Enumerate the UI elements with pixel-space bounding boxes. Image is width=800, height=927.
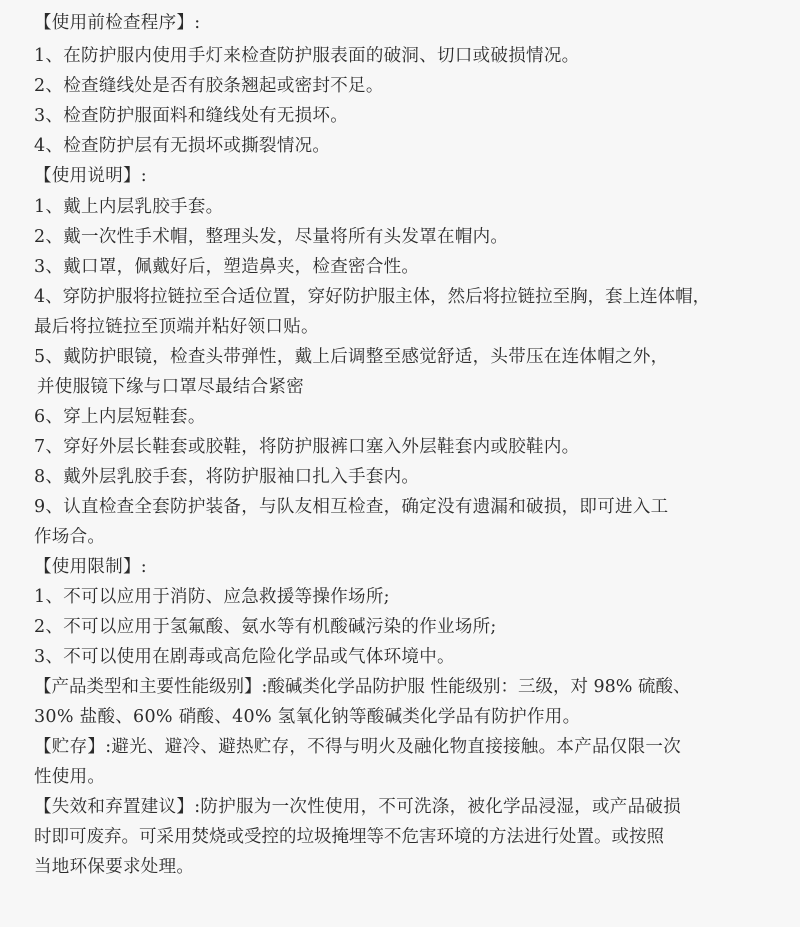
limits-heading: 【使用限制】: — [34, 557, 147, 577]
instructions-item-5-cont: 并使服镜下缘与口罩尽最结合紧密 — [37, 377, 304, 397]
instructions-item-6: 6、穿上内层短鞋套。 — [34, 407, 206, 427]
disposal-text-2: 时即可废弃。可采用焚烧或受控的垃圾掩埋等不危害环境的方法进行处置。或按照 — [34, 827, 664, 847]
disposal-tag: 【失效和弃置建议】: — [34, 797, 201, 817]
pre-check-item-1: 1、在防护服内使用手灯来检查防护服表面的破洞、切口或破损情况。 — [34, 46, 580, 66]
instructions-item-8: 8、戴外层乳胶手套，将防护服袖口扎入手套内。 — [34, 467, 420, 487]
storage-tag: 【贮存】: — [34, 737, 112, 757]
pre-check-item-4: 4、检查防护层有无损坏或撕裂情况。 — [34, 136, 331, 156]
instructions-item-2: 2、戴一次性手术帽，整理头发，尽量将所有头发罩在帽内。 — [34, 227, 509, 247]
instructions-item-9: 9、认直检查全套防护装备，与队友相互检查，确定没有遗漏和破损，即可进入工 — [34, 497, 669, 517]
pre-check-heading: 【使用前检查程序】: — [34, 13, 201, 33]
disposal-text-1: 防护服为一次性使用，不可洗涤，被化学品浸湿，或产品破损 — [200, 797, 682, 817]
disposal-text-3: 当地环保要求处理。 — [34, 857, 195, 877]
product-line-1 — [34, 672, 774, 702]
limits-item-3: 3、不可以使用在剧毒或高危险化学品或气体环境中。 — [34, 647, 455, 667]
instructions-item-9-cont: 作场合。 — [34, 527, 106, 547]
product-text-2: 30% 盐酸、60% 硝酸、40% 氢氧化钠等酸碱类化学品有防护作用。 — [34, 707, 581, 727]
instructions-item-4-cont: 最后将拉链拉至顶端并粘好领口贴。 — [34, 317, 319, 337]
limits-item-1: 1、不可以应用于消防、应急救援等操作场所; — [34, 587, 390, 607]
storage-line-1 — [34, 732, 774, 762]
pre-check-item-2: 2、检查缝线处是否有胶条翘起或密封不足。 — [34, 76, 384, 96]
pre-check-item-3: 3、检查防护服面料和缝线处有无损坏。 — [34, 106, 349, 126]
instructions-item-4: 4、穿防护服将拉链拉至合适位置，穿好防护服主体，然后将拉链拉至胸，套上连体帽， — [34, 287, 711, 307]
limits-item-2: 2、不可以应用于氢氟酸、氨水等有机酸碱污染的作业场所; — [34, 617, 497, 637]
product-tag: 【产品类型和主要性能级别】: — [34, 677, 268, 697]
instructions-heading: 【使用说明】: — [34, 166, 147, 186]
storage-text-1: 避光、避冷、避热贮存，不得与明火及融化物直接接触。本产品仅限一次 — [111, 737, 682, 757]
instructions-item-1: 1、戴上内层乳胶手套。 — [34, 197, 224, 217]
disposal-line-1 — [34, 792, 774, 822]
instructions-item-7: 7、穿好外层长鞋套或胶鞋，将防护服裤口塞入外层鞋套内或胶鞋内。 — [34, 437, 580, 457]
instructions-item-3: 3、戴口罩，佩戴好后，塑造鼻夹，检查密合性。 — [34, 257, 420, 277]
storage-text-2: 性使用。 — [34, 767, 106, 787]
instructions-item-5: 5、戴防护眼镜，检查头带弹性，戴上后调整至感觉舒适，头带压在连体帽之外， — [34, 347, 669, 367]
product-text-1: 酸碱类化学品防护服 性能级别：三级，对 98% 硫酸、 — [267, 677, 691, 697]
